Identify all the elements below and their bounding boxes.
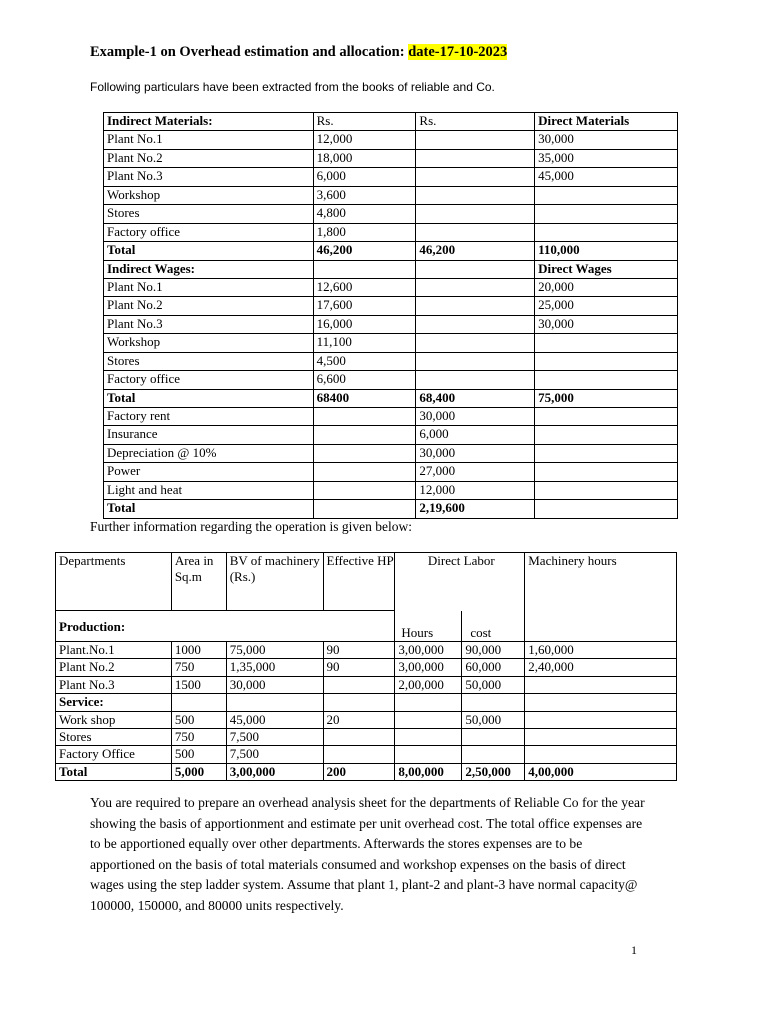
- table-cell: Direct Wages: [535, 260, 678, 278]
- table-row: [104, 223, 678, 241]
- table-cell: 50,000: [462, 711, 525, 728]
- table-cell: [416, 260, 535, 278]
- table-cell: 60,000: [462, 659, 525, 676]
- table-cell: Plant No.2: [56, 659, 172, 676]
- table-cell: 3,00,000: [395, 642, 462, 659]
- table-header-cell: Rs.: [416, 113, 535, 131]
- header-hp: Effective HP: [323, 553, 395, 611]
- table-cell: 1,35,000: [226, 659, 323, 676]
- table-cell: [535, 463, 678, 481]
- table-cell: 500: [171, 711, 226, 728]
- table-cell: 90: [323, 659, 395, 676]
- table-cell: 12,000: [313, 131, 416, 149]
- table-cell: Light and heat: [104, 481, 314, 499]
- table-row: [104, 408, 678, 426]
- table-cell: 5,000: [171, 763, 226, 780]
- table-row: [104, 315, 678, 333]
- table-cell: [525, 711, 677, 728]
- department-table: [55, 552, 677, 781]
- table-cell: 68,400: [416, 389, 535, 407]
- header-machinery-hours: Machinery hours: [525, 553, 677, 611]
- table-cell: [416, 315, 535, 333]
- table-cell: 110,000: [535, 242, 678, 260]
- table-row: [104, 149, 678, 167]
- table-cell: Workshop: [104, 186, 314, 204]
- table-cell: [535, 408, 678, 426]
- table-cell: Stores: [56, 728, 172, 745]
- table-cell: 17,600: [313, 297, 416, 315]
- table-row: [104, 168, 678, 186]
- table-cell: 2,19,600: [416, 500, 535, 518]
- header-area: Area in Sq.m: [171, 553, 226, 611]
- table-cell: 2,00,000: [395, 676, 462, 693]
- table-cell: 12,000: [416, 481, 535, 499]
- table-cell: 8,00,000: [395, 763, 462, 780]
- table-row: [104, 297, 678, 315]
- table-cell: Depreciation @ 10%: [104, 444, 314, 462]
- header-departments: Departments: [56, 553, 172, 611]
- table-cell: [416, 352, 535, 370]
- page-number: 1: [631, 943, 637, 957]
- table-cell: [313, 408, 416, 426]
- table-cell: 30,000: [226, 676, 323, 693]
- table-cell: 46,200: [416, 242, 535, 260]
- table-cell: 35,000: [535, 149, 678, 167]
- table-cell: 3,00,000: [226, 763, 323, 780]
- table-cell: [462, 694, 525, 711]
- table-cell: 7,500: [226, 746, 323, 763]
- table-cell: Workshop: [104, 334, 314, 352]
- table-cell: 45,000: [226, 711, 323, 728]
- table-cell: Plant No.3: [56, 676, 172, 693]
- table-cell: 4,00,000: [525, 763, 677, 780]
- table-cell: [313, 463, 416, 481]
- table-cell: [416, 168, 535, 186]
- table-header-row: [104, 113, 678, 131]
- table-cell: 6,000: [416, 426, 535, 444]
- table-cell: 4,800: [313, 205, 416, 223]
- table-cell: 50,000: [462, 676, 525, 693]
- table-cell: 3,00,000: [395, 659, 462, 676]
- table-cell: 30,000: [416, 408, 535, 426]
- table-cell: Insurance: [104, 426, 314, 444]
- table-row: [56, 728, 677, 745]
- table-cell: 68400: [313, 389, 416, 407]
- table-cell: 1000: [171, 642, 226, 659]
- table-cell: Factory Office: [56, 746, 172, 763]
- table-cell: [535, 426, 678, 444]
- table-cell: Plant No.2: [104, 297, 314, 315]
- table-cell: [462, 746, 525, 763]
- table-header-cell: Rs.: [313, 113, 416, 131]
- table-header-cell: Indirect Materials:: [104, 113, 314, 131]
- table-cell: [416, 186, 535, 204]
- table-row: [104, 278, 678, 296]
- table-cell: 20,000: [535, 278, 678, 296]
- table-cell: Factory office: [104, 371, 314, 389]
- table-cell: 16,000: [313, 315, 416, 333]
- table-row: [56, 763, 677, 780]
- table-row: [104, 389, 678, 407]
- table-cell: 6,000: [313, 168, 416, 186]
- table-cell: 46,200: [313, 242, 416, 260]
- table-cell: [535, 371, 678, 389]
- table-cell: Stores: [104, 205, 314, 223]
- table-cell: [323, 728, 395, 745]
- table-cell: 750: [171, 728, 226, 745]
- table-cell: [395, 728, 462, 745]
- table-cell: [416, 131, 535, 149]
- table-cell: [395, 746, 462, 763]
- table-row: [56, 676, 677, 693]
- table-row: [56, 642, 677, 659]
- table-cell: 45,000: [535, 168, 678, 186]
- table-cell: Plant.No.1: [56, 642, 172, 659]
- table-row: [104, 426, 678, 444]
- table-cell: [535, 444, 678, 462]
- table-cell: [313, 426, 416, 444]
- table-cell: 1,800: [313, 223, 416, 241]
- table-cell: 11,100: [313, 334, 416, 352]
- table-row: [104, 260, 678, 278]
- table-cell: Work shop: [56, 711, 172, 728]
- subheader-hours: Hours: [395, 611, 462, 642]
- table-cell: [313, 444, 416, 462]
- table-row: [104, 242, 678, 260]
- table-cell: [226, 694, 323, 711]
- table-cell: Indirect Wages:: [104, 260, 314, 278]
- table-row: [56, 659, 677, 676]
- table-cell: [323, 694, 395, 711]
- table-cell: Plant No.1: [104, 278, 314, 296]
- table-cell: Factory office: [104, 223, 314, 241]
- table-cell: [416, 223, 535, 241]
- table-cell: [535, 352, 678, 370]
- table-cell: 3,600: [313, 186, 416, 204]
- table-cell: Plant No.3: [104, 168, 314, 186]
- table-cell: 12,600: [313, 278, 416, 296]
- table-cell: [525, 694, 677, 711]
- table-cell: 2,50,000: [462, 763, 525, 780]
- table-cell: 18,000: [313, 149, 416, 167]
- title-date-highlight: date-17-10-2023: [408, 44, 508, 60]
- table-cell: 30,000: [535, 315, 678, 333]
- production-label: Production:: [56, 611, 395, 642]
- table-cell: [313, 481, 416, 499]
- table-cell: 90,000: [462, 642, 525, 659]
- table-cell: 75,000: [226, 642, 323, 659]
- table-cell: [535, 223, 678, 241]
- instructions-paragraph: You are required to prepare an overhead analysis sheet for the departments of Reliable Co for the year showing the basis of apportionment and estimate per unit overhead cost. The total office expenses are to be apportioned equally over other departments. Afterwards the stores expenses are to be apportioned on the basis of total materials consumed and workshop expenses on the basis of direct wages using the step ladder system. Assume that plant 1, plant-2 and plant-3 have normal capacity@ 100000, 150000, and 80000 units respectively.: [90, 795, 645, 913]
- table-cell: 500: [171, 746, 226, 763]
- table-cell: 1,60,000: [525, 642, 677, 659]
- table-row: [104, 352, 678, 370]
- table-cell: [535, 205, 678, 223]
- table-row: [104, 186, 678, 204]
- table-row: [104, 131, 678, 149]
- machinery-hours-blank: [525, 611, 677, 642]
- table-cell: [535, 500, 678, 518]
- table-cell: Plant No.3: [104, 315, 314, 333]
- table-cell: Power: [104, 463, 314, 481]
- table-cell: [416, 278, 535, 296]
- further-info: Further information regarding the operation is given below:: [90, 519, 413, 534]
- table-cell: Plant No.2: [104, 149, 314, 167]
- table-cell: Total: [56, 763, 172, 780]
- subtitle: Following particulars have been extracted from the books of reliable and Co.: [90, 80, 495, 94]
- table-row: [104, 463, 678, 481]
- table-cell: [323, 676, 395, 693]
- table-cell: [416, 297, 535, 315]
- table-cell: [395, 694, 462, 711]
- header-direct-labor: Direct Labor: [395, 553, 525, 611]
- table-cell: [313, 500, 416, 518]
- table-cell: Total: [104, 242, 314, 260]
- title-text: Example-1 on Overhead estimation and allocation:: [90, 44, 409, 60]
- table-row: [104, 481, 678, 499]
- table-cell: [313, 260, 416, 278]
- table-cell: [535, 186, 678, 204]
- table-cell: [462, 728, 525, 745]
- table-cell: 200: [323, 763, 395, 780]
- table-cell: [171, 694, 226, 711]
- table-cell: 20: [323, 711, 395, 728]
- table-cell: Factory rent: [104, 408, 314, 426]
- table-cell: [525, 728, 677, 745]
- table-cell: 4,500: [313, 352, 416, 370]
- table-row: [56, 711, 677, 728]
- table-cell: 2,40,000: [525, 659, 677, 676]
- table-cell: [416, 205, 535, 223]
- table-cell: 1500: [171, 676, 226, 693]
- table-row: [104, 444, 678, 462]
- table-cell: [535, 334, 678, 352]
- table-cell: 25,000: [535, 297, 678, 315]
- page-title: [90, 44, 507, 61]
- table-row: [104, 500, 678, 518]
- table-cell: Plant No.1: [104, 131, 314, 149]
- service-label-row: [56, 694, 677, 711]
- table-cell: 750: [171, 659, 226, 676]
- table-cell: 30,000: [416, 444, 535, 462]
- subheader-cost: cost: [462, 611, 525, 642]
- table-cell: 6,600: [313, 371, 416, 389]
- table-cell: [416, 149, 535, 167]
- table-cell: [525, 676, 677, 693]
- table-row: [104, 371, 678, 389]
- expenses-table: [103, 112, 678, 519]
- table-cell: [395, 711, 462, 728]
- table-cell: 75,000: [535, 389, 678, 407]
- table-row: [56, 746, 677, 763]
- table-cell: [416, 371, 535, 389]
- table-header-cell: Direct Materials: [535, 113, 678, 131]
- table-row: [104, 334, 678, 352]
- table-cell: 30,000: [535, 131, 678, 149]
- table-cell: Total: [104, 389, 314, 407]
- table-cell: [525, 746, 677, 763]
- table-cell: 7,500: [226, 728, 323, 745]
- table-row: [104, 205, 678, 223]
- header-bv: BV of machinery (Rs.): [226, 553, 323, 611]
- table-cell: Stores: [104, 352, 314, 370]
- table-cell: [323, 746, 395, 763]
- table-cell: Total: [104, 500, 314, 518]
- table-cell: [535, 481, 678, 499]
- table-cell: [416, 334, 535, 352]
- service-label: Service:: [56, 694, 172, 711]
- table-cell: 90: [323, 642, 395, 659]
- table-cell: 27,000: [416, 463, 535, 481]
